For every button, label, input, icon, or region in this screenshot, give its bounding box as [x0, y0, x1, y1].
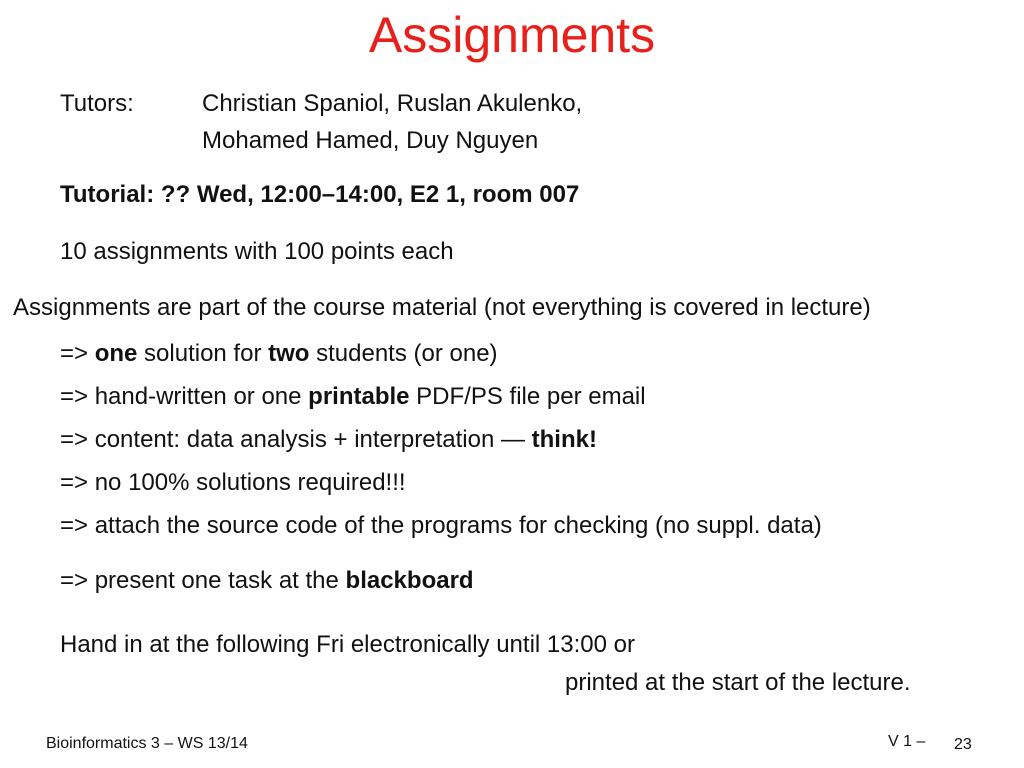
bullet-2-bold: printable — [308, 383, 410, 410]
bullet-1-bold-2: two — [268, 340, 310, 367]
footer-course: Bioinformatics 3 – WS 13/14 — [46, 735, 248, 752]
footer-lecture: V 1 – — [888, 733, 926, 750]
bullet-1 — [60, 340, 498, 368]
hand-in-line-2: printed at the start of the lecture. — [565, 669, 911, 696]
bullet-4: => no 100% solutions required!!! — [60, 469, 406, 496]
bullet-6 — [60, 567, 474, 595]
bullet-3-bold: think! — [531, 426, 597, 453]
tutors-line-1: Christian Spaniol, Ruslan Akulenko, — [202, 90, 583, 117]
tutors-line-2: Mohamed Hamed, Duy Nguyen — [202, 127, 539, 154]
hand-in-line-1: Hand in at the following Fri electronically until 13:00 or — [60, 631, 635, 658]
bullet-6-bold: blackboard — [345, 567, 474, 594]
assignments-count: 10 assignments with 100 points each — [60, 238, 454, 265]
bullet-5: => attach the source code of the programs for checking (no suppl. data) — [60, 512, 822, 539]
bullet-2 — [60, 383, 646, 411]
bullet-3-pre: => content: data analysis + interpretation — — [60, 426, 532, 453]
bullet-1-mid: solution for — [137, 340, 269, 367]
bullet-3 — [60, 426, 597, 454]
bullet-6-pre: => present one task at the — [60, 567, 346, 594]
bullet-2-pre: => hand-written or one — [60, 383, 309, 410]
bullet-2-post: PDF/PS file per email — [409, 383, 646, 410]
bullet-1-post: students (or one) — [309, 340, 498, 367]
course-material-note: Assignments are part of the course material (not everything is covered in lecture) — [13, 294, 871, 321]
slide-title: Assignments — [368, 7, 656, 63]
bullet-1-pre: => — [60, 340, 95, 367]
tutors-label: Tutors: — [60, 90, 134, 117]
tutorial-info: Tutorial: ?? Wed, 12:00–14:00, E2 1, room 007 — [60, 181, 580, 208]
bullet-1-bold: one — [94, 340, 138, 367]
footer-page-number: 23 — [954, 736, 972, 753]
